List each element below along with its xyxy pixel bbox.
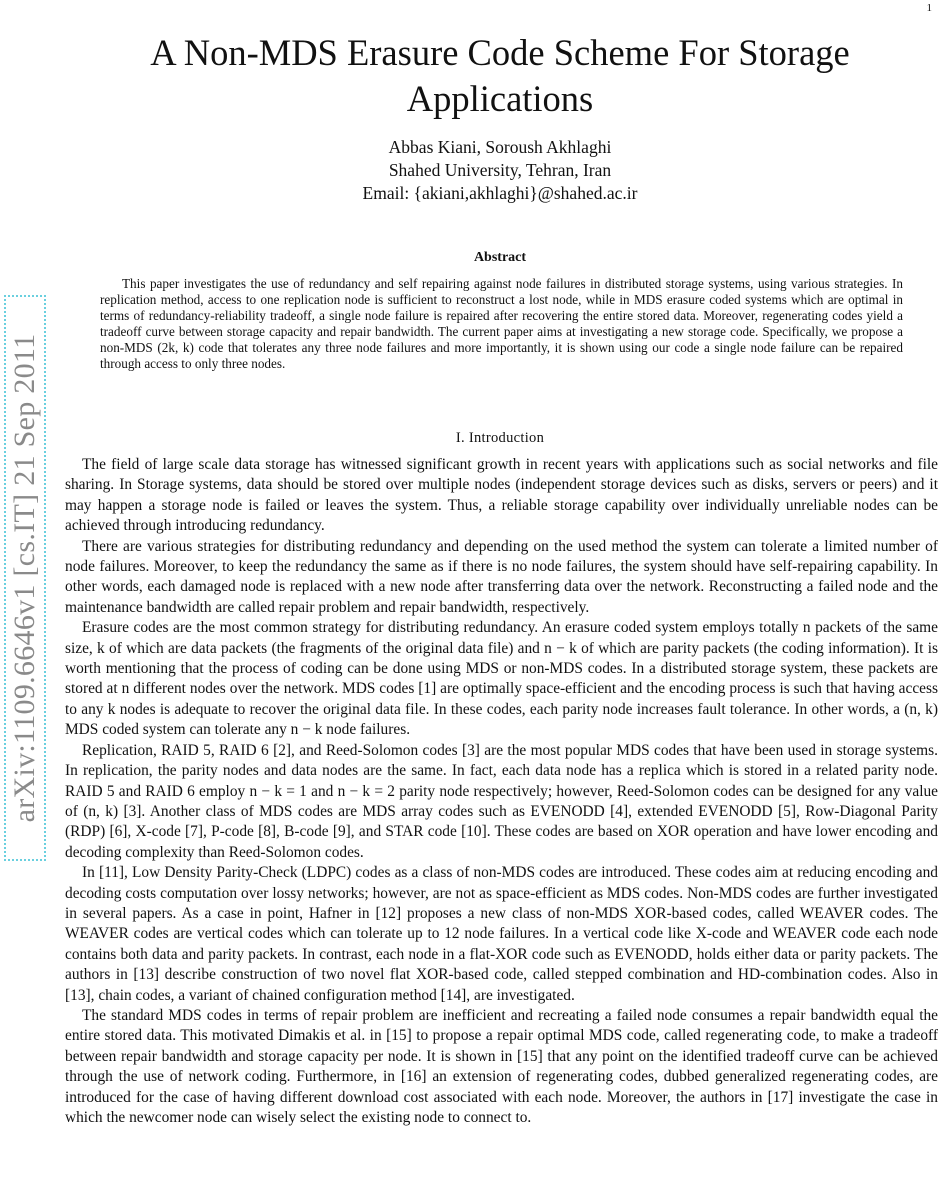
paragraph: The standard MDS codes in terms of repair problem are inefficient and recreating a failed node consumes a repair bandwidth equal the entire stored data. This motivated Dimakis et al. in [15] to propose a repair optimal MDS code, called regenerating code, to make a tradeoff between repair bandwidth and storage capacity per node. It is shown in [15] that any point on the identified tradeoff curve can be achieved through the use of network coding. Furthermore, in [16] an extension of regenerating codes, dubbed generalized regenerating codes, are introduced for the case of having different download cost associated with each node. Moreover, the authors in [17] investigate the case in which the newcomer node can wisely select the existing node to connect to.: [65, 1006, 938, 1126]
paragraph: The field of large scale data storage has witnessed significant growth in recent years with applications such as social networks and file sharing. In Storage systems, data should be stored over multiple nodes (independent storage devices such as disks, servers or peers) and it may happen a storage node is failed or leaves the system. Thus, a reliable storage capability over individually unreliable nodes can be achieved through introducing redundancy.: [65, 456, 938, 535]
abstract-text: This paper investigates the use of redundancy and self repairing against node failures in distributed storage systems, using various strategies. In replication method, access to one replication node is sufficient to reconstruct a lost node, while in MDS erasure coded systems which are optimal in terms of redundancy-reliability tradeoff, a single node failure is repaired after recovering the entire stored data. Moreover, regenerating codes yield a tradeoff curve between storage capacity and repair bandwidth. The current paper aims at investigating a new storage code. Specifically, we propose a non-MDS (2k, k) code that tolerates any three node failures and more importantly, it is shown using our code a single node failure can be repaired through access to only three nodes.: [100, 276, 903, 371]
paragraph: Replication, RAID 5, RAID 6 [2], and Reed-Solomon codes [3] are the most popular MDS codes that have been used in storage systems. In replication, the parity nodes and data nodes are the same. In fact, each data node has a replica which is stored in a related parity node. RAID 5 and RAID 6 employ n − k = 1 and n − k = 2 parity node respectively; however, Reed-Solomon codes can be designed for any value of (n, k) [3]. Another class of MDS codes are MDS array codes such as EVENODD [4], extended EVENODD [5], Row-Diagonal Parity (RDP) [6], X-code [7], P-code [8], B-code [9], and STAR code [10]. These codes are based on XOR operation and have lower encoding and decoding complexity than Reed-Solomon codes.: [65, 741, 938, 861]
page-number: 1: [926, 2, 932, 14]
arxiv-stamp: [4, 295, 46, 861]
arxiv-id: arXiv:1109.6646v1 [cs.IT] 21 Sep 2011: [8, 333, 41, 823]
author-block: [60, 136, 938, 205]
email: Email: {akiani,akhlaghi}@shahed.ac.ir: [362, 183, 638, 203]
body-text: [65, 455, 938, 1128]
author-names: Abbas Kiani, Soroush Akhlaghi: [388, 137, 612, 157]
affiliation: Shahed University, Tehran, Iran: [388, 160, 612, 180]
paragraph: Erasure codes are the most common strategy for distributing redundancy. An erasure coded system employs totally n packets of the same size, k of which are data packets (the fragments of the original data file) and n − k of which are parity packets (the coding information). It is worth mentioning that the process of coding can be done using MDS or non-MDS codes. In a distributed storage system, these packets are stored at n different nodes over the network. MDS codes [1] are optimally space-efficient and the encoding process is such that having access to any k nodes is adequate to recover the original data file. In these codes, each parity node increases fault tolerance. In other words, a (n, k) MDS coded system can tolerate any n − k node failures.: [65, 619, 938, 739]
section-heading: I. Introduction: [455, 430, 545, 446]
paragraph: In [11], Low Density Parity-Check (LDPC) codes as a class of non-MDS codes are introduced. These codes aim at reducing encoding and decoding costs computation over lossy networks; however, are not as space-efficient as MDS codes. Non-MDS codes are further investigated in several papers. As a case in point, Hafner in [12] proposes a new class of non-MDS XOR-based codes, called WEAVER codes. The WEAVER codes are vertical codes which can tolerate up to 12 node failures. In a vertical code like X-code and WEAVER code each node contains both data and parity packets. In contrast, each node in a flat-XOR code such as EVENODD, holds either data or parity packets. The authors in [13] describe construction of two novel flat XOR-based code, called stepped combination and HD-combination codes. Also in [13], chain codes, a variant of chained configuration method [14], are investigated.: [65, 864, 938, 1004]
abstract-heading: Abstract: [473, 250, 527, 265]
paper-title: A Non-MDS Erasure Code Scheme For Storage Applications: [150, 32, 850, 119]
paragraph: There are various strategies for distributing redundancy and depending on the used method the system can tolerate a limited number of node failures. Moreover, to keep the redundancy the same as if there is no node failures, the system should have self-repairing capability. In other words, each damaged node is replaced with a new node after transferring data over the network. Reconstructing a failed node and the maintenance bandwidth are called repair problem and repair bandwidth, respectively.: [65, 537, 938, 616]
